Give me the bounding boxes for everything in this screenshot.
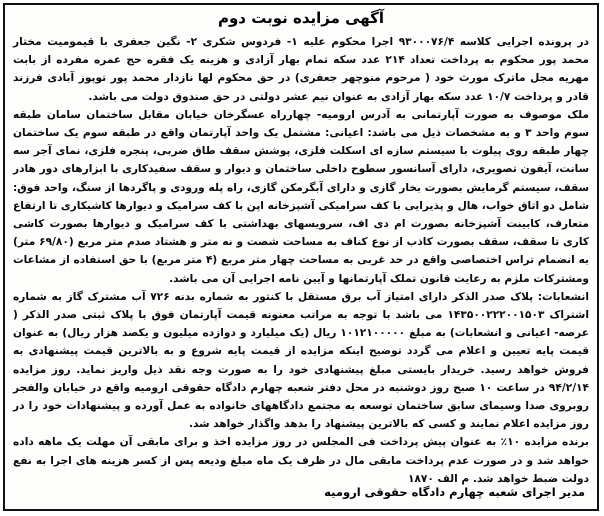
notice-title: آگهی مزایده نوبت دوم	[217, 9, 385, 27]
notice-body	[13, 33, 589, 488]
paragraph-case: در پرونده اجرایی کلاسه ۹۳۰۰۰۷۶/۴ اجرا محکوم علیه ۱- فردوس شکری ۲- نگین جعفری با قیمومیت مختار محمد پور محکوم به پرداخت تعداد ۲۱۴ عدد سکه تمام بهار آزادی و هزینه یک فقره حج عمره مفرده از بابت مهریه مجل ماترک مورث خود ( مرحوم منوچهر جعفری) در حق محکوم لها نازدار محمد پور توپوز آبادی فرزند قادر و پرداخت ۱۰/۷ عدد سکه بهار آزادی به عنوان نیم عشر دولتی در حق صندوق دولت می باشد.	[13, 36, 589, 103]
paragraph-utilities-price: انشعابات: پلاک صدر الذکر دارای امتیاز آب برق مستقل با کنتور به شماره بدنه ۷۲۶ آب مشترک گاز به شماره اشتراک ۱۴۳۵۰۰۲۲۲۰۰۱۵۰۳ می باشد با توجه به مراتب معنونه قیمت آپارتمان فوق با پلاک ثبتی صدر الذکر ( عرصه- اعیانی و انشعابات) به مبلغ ۱۰۱۲۱۰۰۰۰۰ ریال (یک میلیارد و دوازده میلیون و یکصد هزار ریال) به عنوان قیمت پایه تعیین و اعلام می گردد توضیح اینکه مزایده از قیمت پایه شروع و به بالاترین قیمت پیشنهادی به فروش خواهد رسید. خریدار بایستی مبلغ پیشنهادی خود را به صورت وجه نقد ذیل واریز نماید. روز مزایده ۹۴/۲/۱۴ در ساعت ۱۰ صبح روز دوشنبه در محل دفتر شعبه چهارم دادگاه حقوقی ارومیه واقع در خیابان والفجر روبروی صدا وسیمای سابق ساختمان توسعه به مجتمع دادگاههای خانواده به عمل آورده و پیشنهادات خود را در روز مزایده اعلام نمایند و کسی که بالاترین پیشنهاد را بدهد واگذار خواهد شد.	[13, 290, 589, 431]
paragraph-payment-terms: برنده مزایده ۱۰٪ به عنوان پیش پرداخت فی المجلس در روز مزایده اخذ و برای مابقی آن مهلت یک ماهه داده خواهد شد و در صورت عدم پرداخت مابقی مال در ظرف یک ماه مبلغ ودیعه پس از کسر هزینه های اجرا به نفع دولت ضبط خواهد شد. م الف ۱۸۷۰	[13, 436, 589, 485]
paragraph-property: ملک موصوف به صورت آپارتمانی به آدرس ارومیه- چهارراه عسگرخان خیابان مقابل ساختمان سامان طبقه سوم واحد ۳ و به مشخصات ذیل می باشد: اعیانی: مشتمل یک واحد آپارتمان واقع در طبقه سوم یک ساختمان چهار طبقه روی پیلوت با سیستم سازه ای اسکلت فلزی، پوشش سقف طاق ضربی، پنجره فلزی، نمای آجر سه سانت، آیفون تصویری، دارای آسانسور سطوح داخلی ساختمان و دیوار و سقف سفیدکاری با ابزارهای دور هادر سقف، سیستم گرمایش بصورت بخار گازی و دارای آبگرمکن گازی، راه پله ورودی و پاگردها از سنگ، واحد فوق: شامل دو اتاق خواب، هال و پذیرایی با کف سرامیکی آشپزخانه اپن با کف سرامیک و دیوارها کاشیکاری تا ارتفاع متعارف، کابینت آشپزخانه بصورت ام دی اف، سرویسهای بهداشتی با کف سرامیک و دیوارها بصورت کاشی کاری تا سقف، سقف بصورت کاذب از نوع کناف به مساحت شصت و نه متر و هشتاد صدم متر مربع (۶۹/۸۰ متر) به انضمام تراس اختصاصی واقع در حد غربی به مساحت چهار متر مربع (۴ متر مربع) با حق استفاده از مشاعات ومشترکات ملزم به رعایت قانون تملک آپارتمانها و آیین نامه اجرایی آن می باشد.	[13, 108, 590, 285]
signature: مدیر اجرای شعبه چهارم دادگاه حقوقی ارومیه	[324, 485, 585, 499]
auction-notice	[3, 3, 599, 511]
